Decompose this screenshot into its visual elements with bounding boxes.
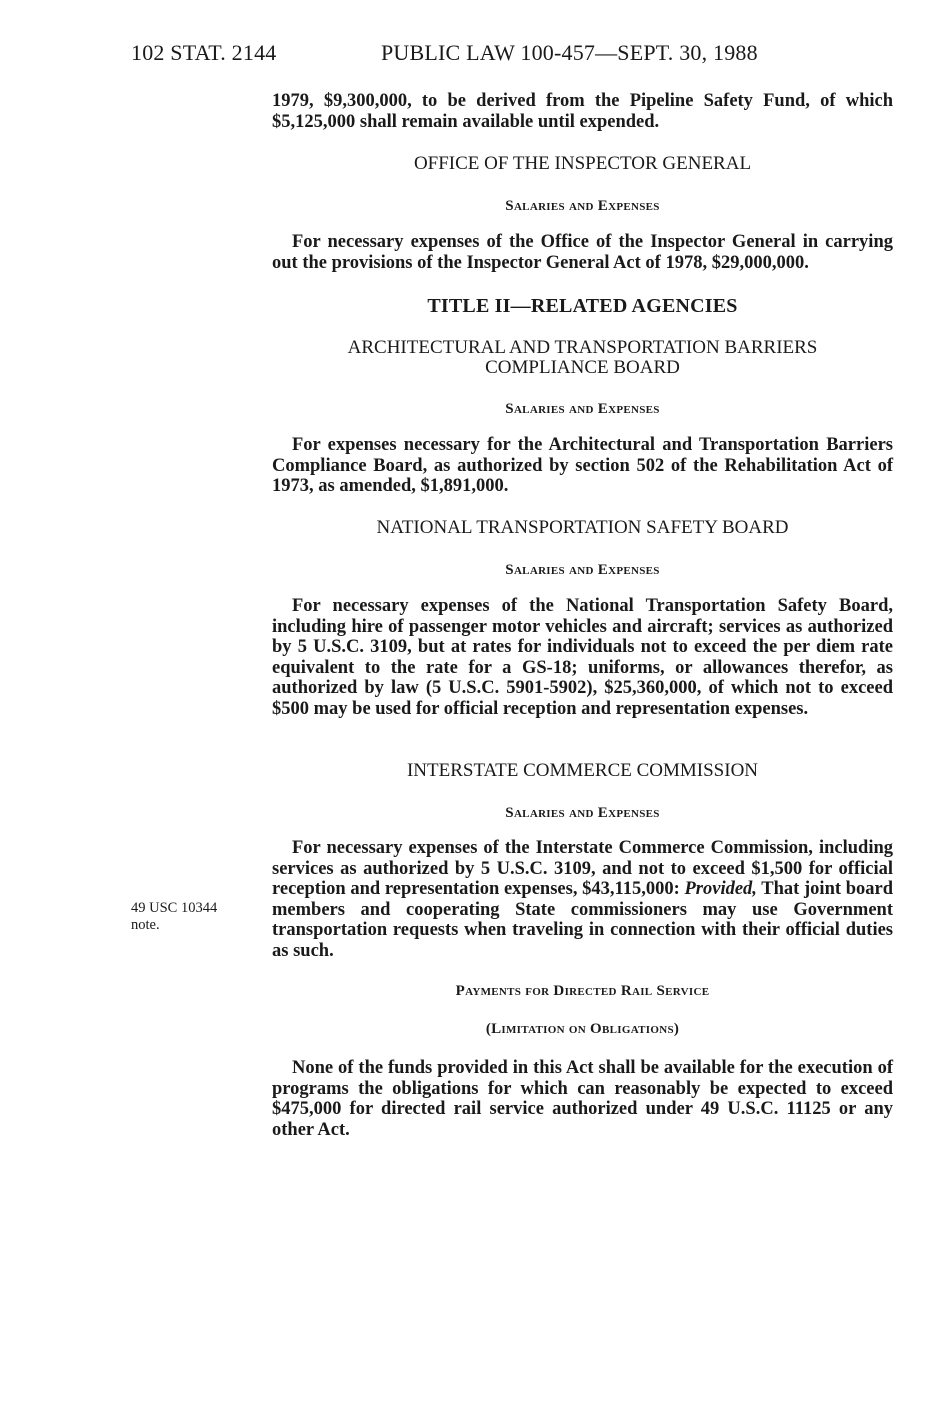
inspector-general-heading: OFFICE OF THE INSPECTOR GENERAL [413,153,752,174]
margin-note-line1: 49 USC 10344 [131,900,218,916]
rail-subheading: (Limitation on Obligations) [485,1021,680,1037]
icc-subheading: Salaries and Expenses [505,805,660,821]
ntsb-text: For necessary expenses of the National Transportation Safety Board, including hire of passenger motor vehicles and aircraft; services as authorized by 5 U.S.C. 3109, but at rates for individuals not to exceed the per diem rate equivalent to the rate for a GS-18; uniforms, or allowances therefor, as authorized by law (5 U.S.C. 5901-5902), $25,360,000, of which not to exceed $500 may be used for official reception and representation expenses. [272,596,893,719]
rail-body [272,1058,893,1140]
icc-heading: INTERSTATE COMMERCE COMMISSION [406,760,759,781]
inspector-general-subheading: Salaries and Expenses [505,198,660,214]
atbcb-body [272,435,893,497]
icc-body [272,838,893,961]
icc-text-after: That joint board members and cooperating State commissioners may use Government transportation requests when traveling in connection with their official duties as such. [272,879,893,961]
icc-provided-italic: Provided, [684,879,757,899]
icc-text [272,838,893,961]
atbcb-subheading: Salaries and Expenses [505,401,660,417]
margin-note [131,900,261,934]
inspector-general-body [272,232,893,273]
stat-reference: 102 STAT. 2144 [131,40,277,65]
margin-note-line2: note. [131,917,160,933]
icc-text-before: For necessary expenses of the Interstate Commerce Commission, including services as authorized by 5 U.S.C. 3109, and not to exceed $1,500 for official reception and representation expenses, $43,115,000: [272,838,893,899]
ntsb-body [272,596,893,719]
atbcb-text: For expenses necessary for the Architectural and Transportation Barriers Compliance Board, as authorized by section 502 of the Rehabilitation Act of 1973, as amended, $1,891,000. [272,435,893,496]
atbcb-heading-line2: COMPLIANCE BOARD [485,357,680,378]
ntsb-heading: NATIONAL TRANSPORTATION SAFETY BOARD [376,517,789,538]
ntsb-subheading: Salaries and Expenses [505,562,660,578]
opening-paragraph-block [272,91,893,132]
atbcb-heading-line1: ARCHITECTURAL AND TRANSPORTATION BARRIERS [347,337,818,358]
opening-paragraph: 1979, $9,300,000, to be derived from the Pipeline Safety Fund, of which $5,125,000 shall remain available until expended. [272,91,893,132]
public-law-reference: PUBLIC LAW 100-457—SEPT. 30, 1988 [381,40,758,65]
inspector-general-text: For necessary expenses of the Office of the Inspector General in carrying out the provisions of the Inspector General Act of 1978, $29,000,000. [272,232,893,273]
title-ii-heading: TITLE II—RELATED AGENCIES [427,295,738,317]
rail-text: None of the funds provided in this Act shall be available for the execution of programs the obligations for which can reasonably be expected to exceed $475,000 for directed rail service authorized under 49 U.S.C. 11125 or any other Act. [272,1058,893,1140]
rail-heading: Payments for Directed Rail Service [455,983,710,999]
